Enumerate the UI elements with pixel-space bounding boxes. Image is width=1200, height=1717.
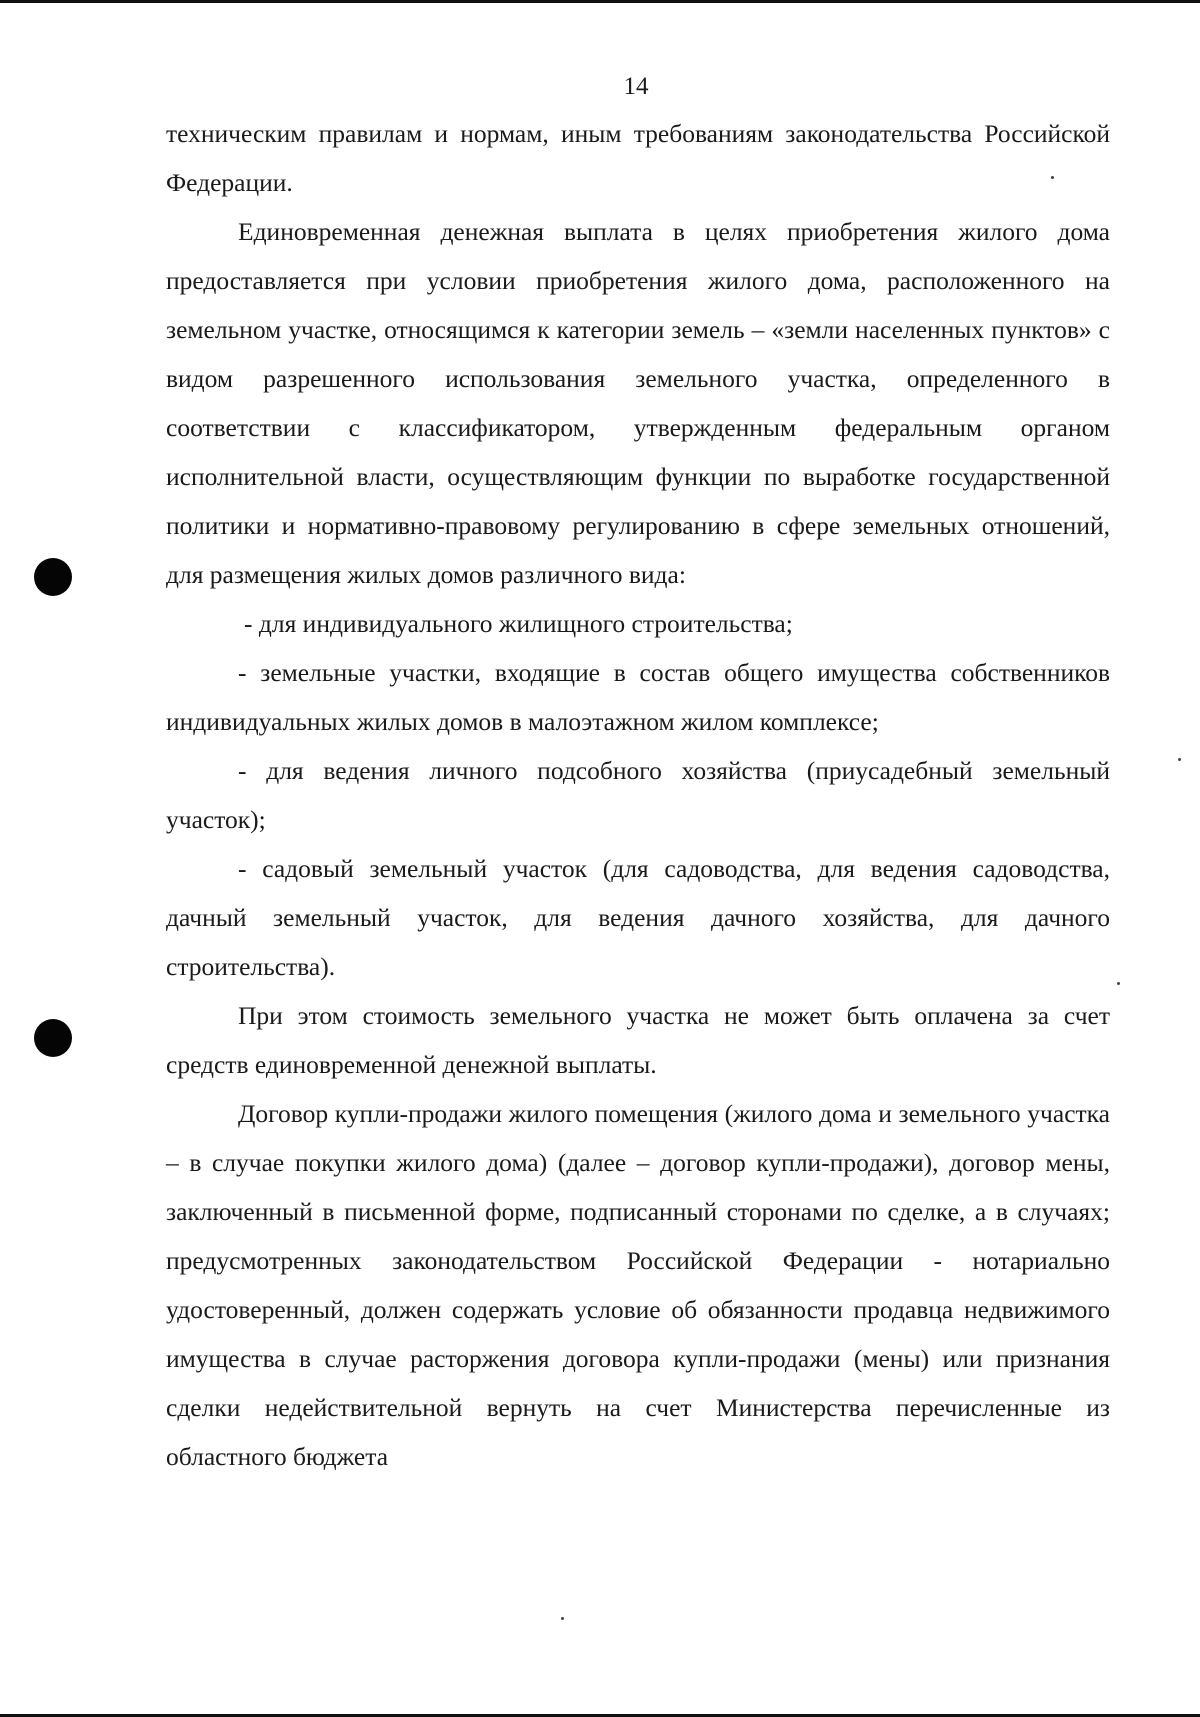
paragraph-contract: Договор купли-продажи жилого помещения (жилого дома и земельного участка – в случае покупки жилого дома) (далее – договор купли-продажи), договор мены, заключенный в письменной форме, подписанный сторонами по сделке, а в случаях; предусмотренных законодательством Российской Федерации - нотариально удостоверенный, должен содержать условие об обязанности продавца недвижимого имущества в случае расторжения договора купли-продажи (мены) или признания сделки недействительной вернуть на счет Министерства перечисленные из областного бюджета: [166, 1099, 1110, 1471]
scan-speck: [1117, 982, 1120, 985]
list-item: - для индивидуального жилищного строительства;: [244, 609, 793, 638]
list-item: - для ведения личного подсобного хозяйства (приусадебный земельный участок);: [166, 756, 1110, 834]
punch-hole-mark: [34, 1019, 72, 1057]
scan-speck: [561, 1617, 564, 1620]
paragraph-continuation: техническим правилам и нормам, иным требованиям законодательства Российской Федерации.: [166, 119, 1110, 197]
page-number: 14: [623, 73, 649, 100]
paragraph-land-cost: При этом стоимость земельного участка не может быть оплачена за счет средств единовременной денежной выплаты.: [166, 1001, 1110, 1079]
list-item: - садовый земельный участок (для садоводства, для ведения садоводства, дачный земельный участок, для ведения дачного хозяйства, для дачного строительства).: [166, 854, 1110, 981]
scan-speck: [1178, 758, 1181, 761]
document-body: [166, 109, 1110, 1481]
scan-edge-top: [0, 0, 1200, 3]
paragraph-house-purchase-condition: Единовременная денежная выплата в целях приобретения жилого дома предоставляется при условии приобретения жилого дома, расположенного на земельном участке, относящимся к категории земель – «земли населенных пунктов» с видом разрешенного использования земельного участка, определенного в соответствии с классификатором, утвержденным федеральным органом исполнительной власти, осуществляющим функции по выработке государственной политики и нормативно-правовому регулированию в сфере земельных отношений, для размещения жилых домов различного вида:: [166, 217, 1110, 589]
punch-hole-mark: [34, 558, 72, 596]
list-item: - земельные участки, входящие в состав общего имущества собственников индивидуальных жилых домов в малоэтажном жилом комплексе;: [166, 658, 1110, 736]
